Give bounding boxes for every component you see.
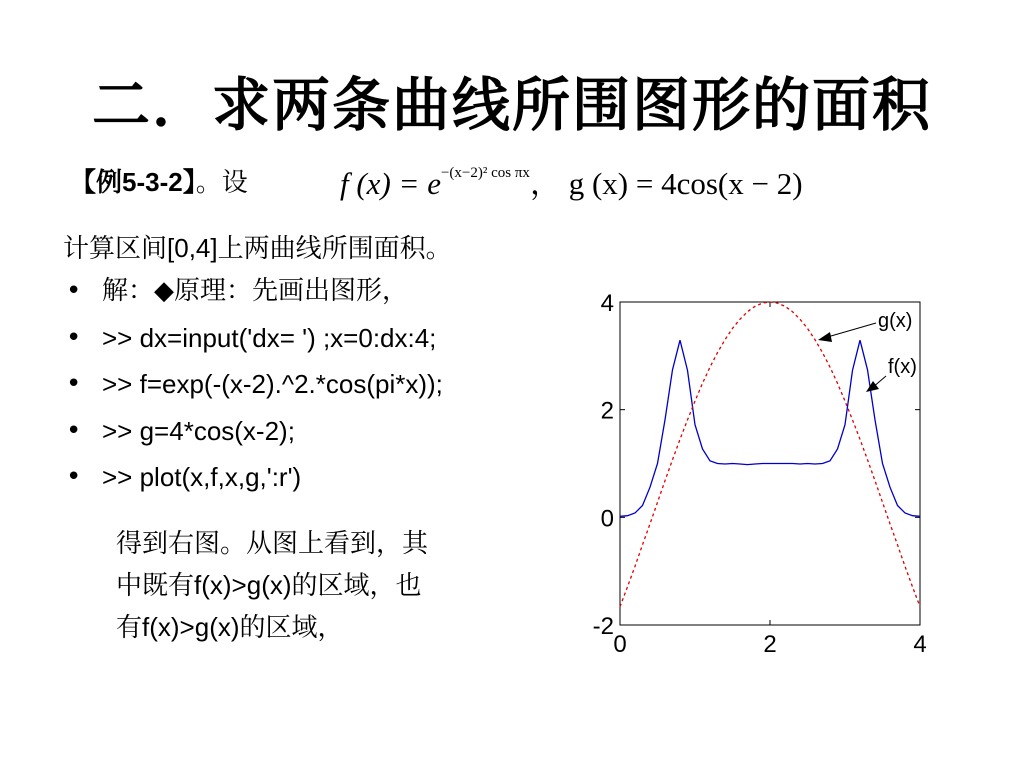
bullet: • [66, 322, 82, 353]
intro-suffix: 上两曲线所围面积。 [217, 234, 452, 264]
annotation-gx: g(x) [878, 310, 913, 332]
conclusion-line-3 [116, 607, 536, 649]
code-line: >> plot(x,f,x,g,':r') [102, 462, 302, 492]
example-label: 【例5-3-2】 [70, 167, 196, 197]
annotation-arrow [824, 323, 876, 338]
inequality: f(x)>g(x) [194, 570, 292, 600]
step-item [60, 268, 443, 315]
example-suffix: 。设 [195, 168, 248, 198]
formula-separator: ， [529, 166, 561, 201]
step-item [60, 454, 443, 501]
example-statement [70, 162, 248, 199]
step-item [60, 315, 443, 362]
f-exponent: −(x−2)² cos πx [440, 164, 530, 181]
bullet: • [66, 369, 82, 399]
code-line: >> g=4*cos(x-2); [102, 415, 295, 446]
series-fx-line [620, 340, 920, 516]
x-tick-label: 0 [613, 631, 627, 658]
y-tick-label: 0 [600, 505, 614, 533]
annotation-fx: f(x) [888, 356, 917, 378]
x-tick-label: 2 [763, 631, 777, 658]
solution-steps [60, 268, 443, 501]
step-text: 解：◆原理：先画出图形， [102, 276, 408, 306]
step-item [60, 361, 443, 408]
code-line: >> f=exp(-(x-2).^2.*cos(pi*x)); [102, 369, 443, 399]
series-gx-line [620, 302, 920, 607]
code-line: >> dx=input('dx= ') ;x=0:dx:4; [102, 322, 437, 353]
bullet: • [66, 462, 82, 492]
step-item [60, 408, 443, 455]
bullet: • [66, 415, 82, 446]
conclusion-line-2 [116, 565, 536, 607]
conclusion-text-part: 中既有 [116, 571, 195, 601]
conclusion-text [116, 524, 536, 649]
bullet: • [66, 276, 82, 306]
interval: [0,4] [167, 233, 218, 263]
conclusion-line-1: 得到右图。从图上看到，其 [116, 529, 429, 559]
x-tick-label: 4 [913, 631, 927, 658]
conclusion-text-part: 的区域， [239, 613, 344, 643]
arrow-head [866, 381, 879, 392]
y-tick-label: 2 [600, 397, 614, 425]
intro-prefix: 计算区间 [63, 234, 168, 264]
g-definition: g (x) = 4cos(x − 2) [568, 166, 803, 201]
function-plot [560, 280, 940, 670]
problem-statement [63, 228, 452, 265]
conclusion-text-part: 的区域，也 [291, 571, 422, 601]
y-tick-label: -2 [592, 613, 614, 640]
y-tick-label: 4 [600, 290, 614, 317]
slide-title: 二．求两条曲线所围图形的面积 [91, 71, 932, 139]
conclusion-text-part: 有 [116, 613, 143, 643]
function-definitions [340, 158, 803, 203]
arrow-head [818, 332, 832, 342]
inequality: f(x)>g(x) [142, 612, 240, 642]
f-definition-lhs: f (x) = e [340, 166, 441, 201]
